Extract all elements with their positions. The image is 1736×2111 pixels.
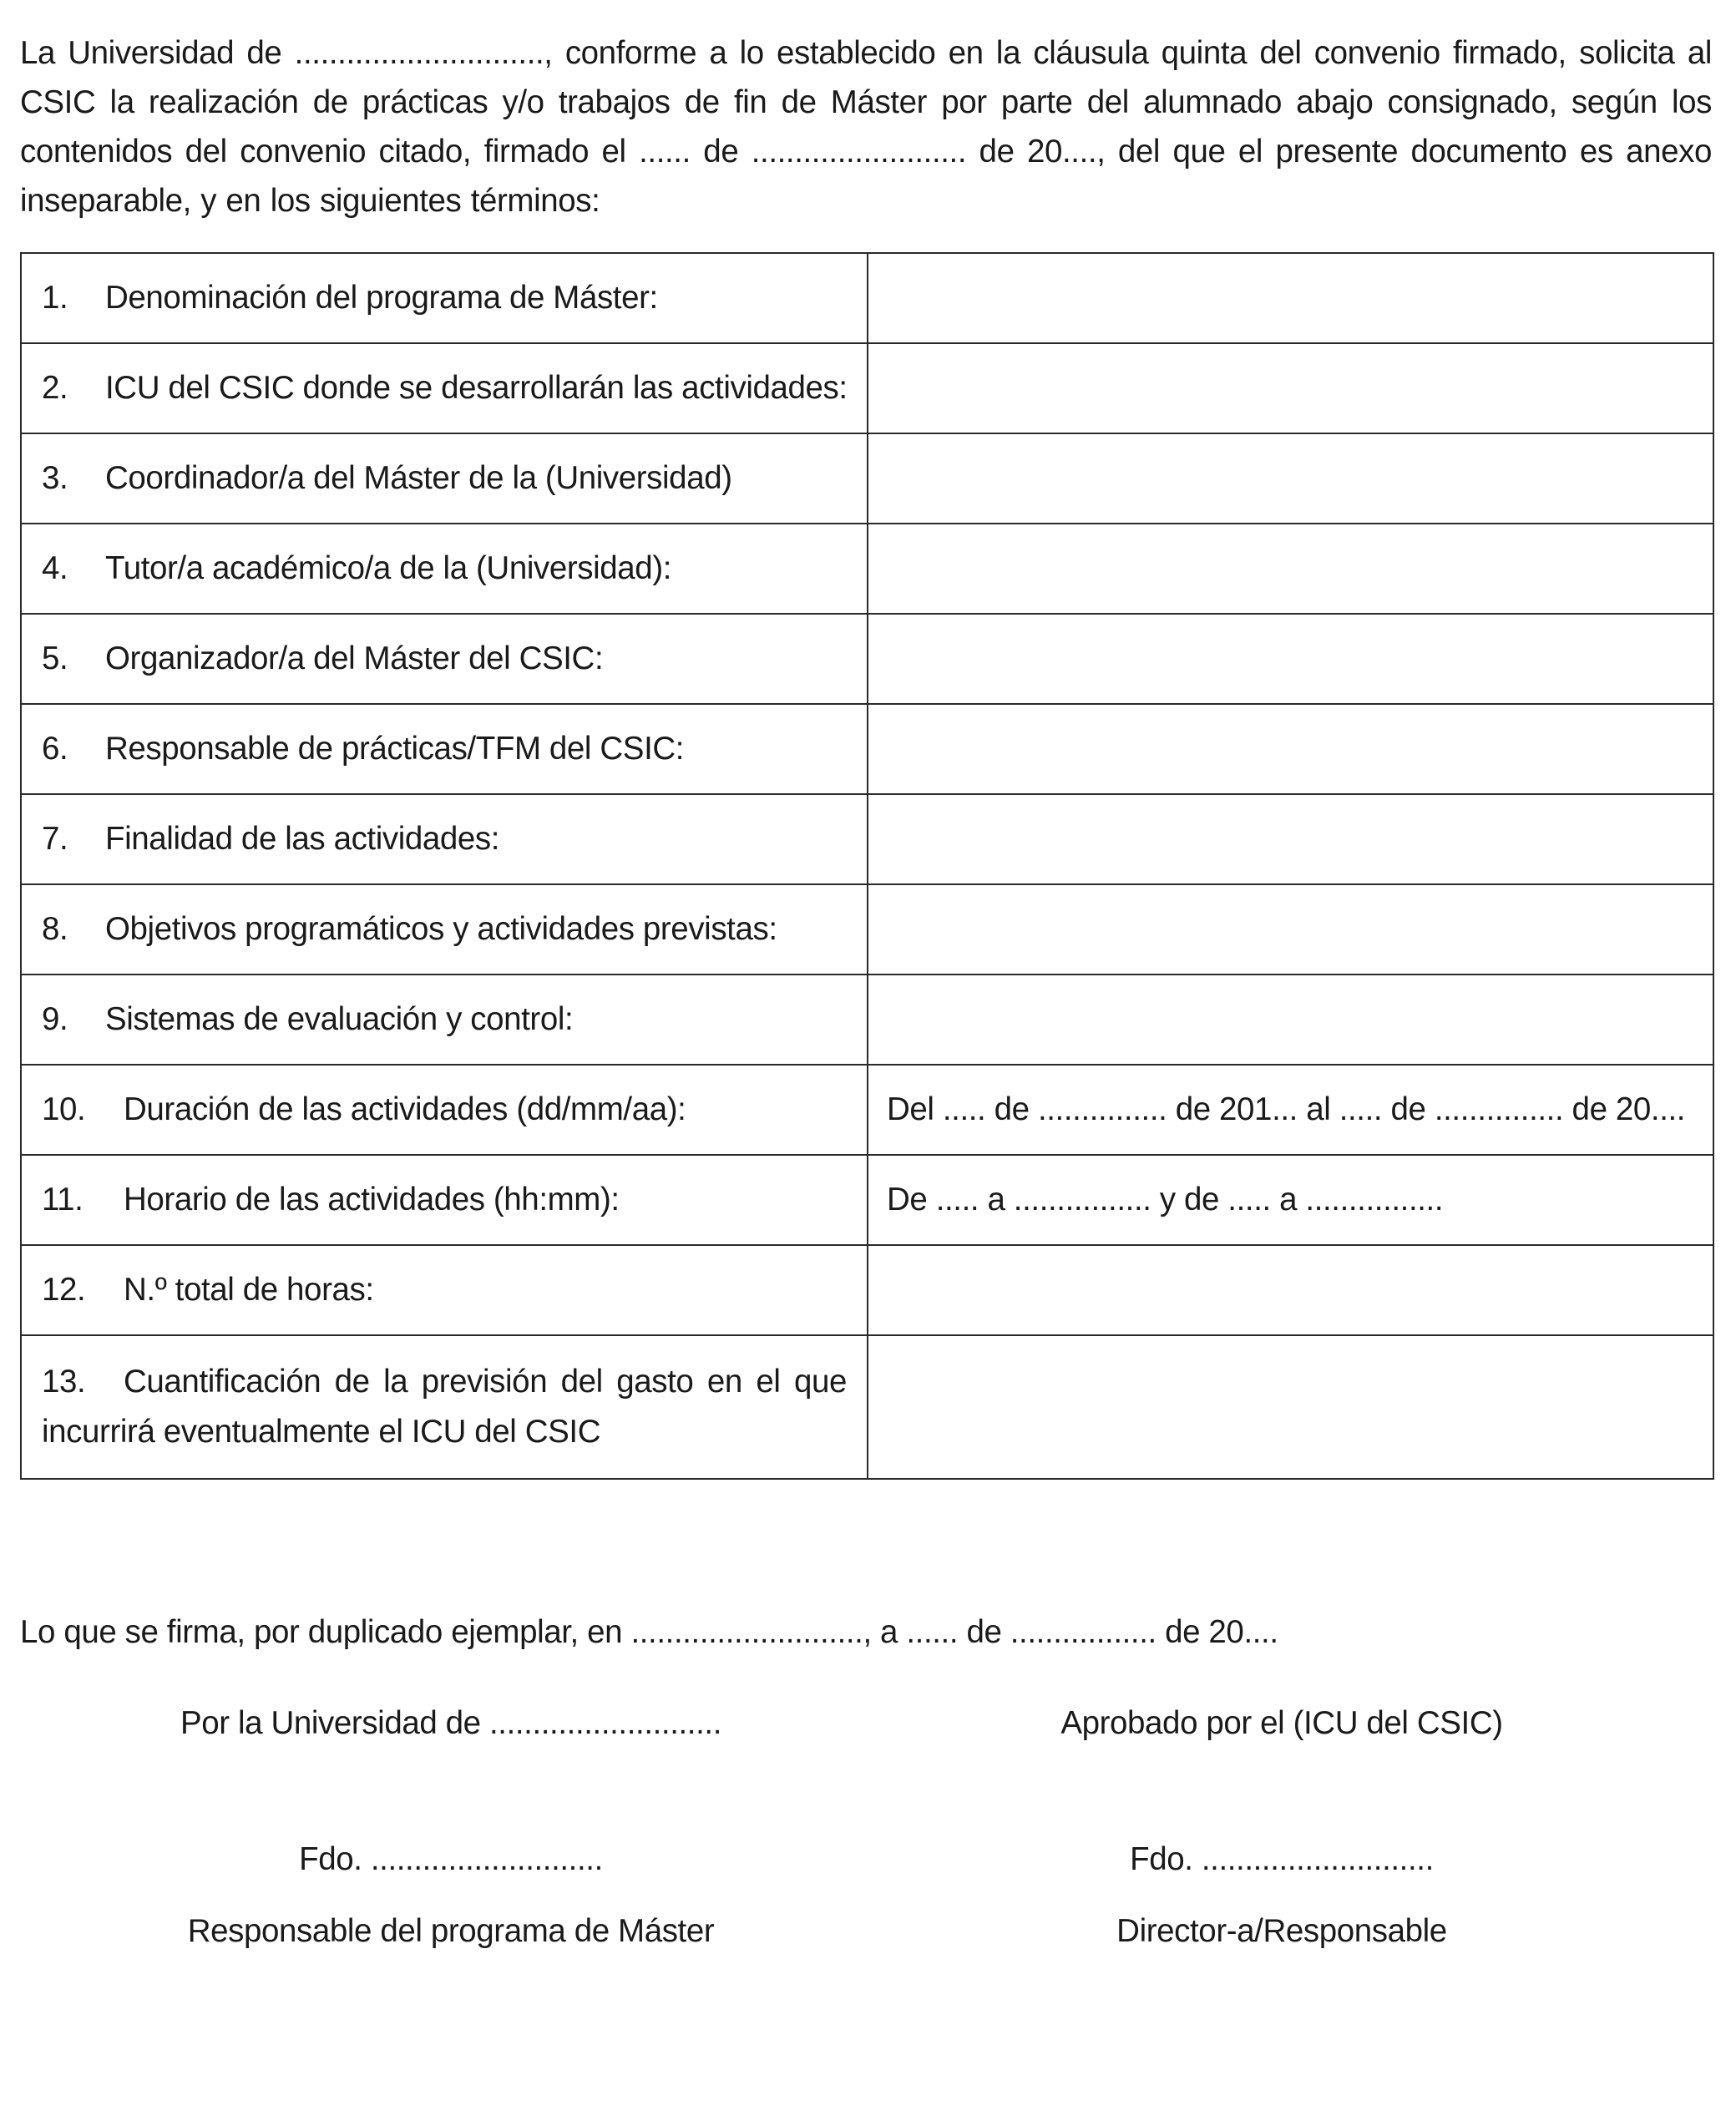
right-signature-line: Fdo. ........................... xyxy=(1130,1841,1434,1877)
term-label-cell xyxy=(21,704,868,794)
term-value-cell[interactable] xyxy=(868,433,1713,524)
term-number: 10. xyxy=(42,1091,86,1127)
right-signatory-entity: Aprobado por el (ICU del CSIC) xyxy=(1060,1705,1503,1741)
term-label: Objetivos programáticos y actividades previstas: xyxy=(105,911,777,947)
term-number: 3. xyxy=(42,460,68,496)
term-value-cell[interactable] xyxy=(868,1335,1713,1479)
table-row xyxy=(21,1245,1713,1335)
term-label: Sistemas de evaluación y control: xyxy=(105,1001,574,1037)
term-label-cell xyxy=(21,794,868,884)
term-value-cell[interactable]: De ..... a ................ y de ..... a ................ xyxy=(868,1155,1713,1245)
term-value-cell[interactable] xyxy=(868,614,1713,704)
left-signatory-role: Responsable del programa de Máster xyxy=(187,1913,715,1949)
table-row xyxy=(21,704,1713,794)
term-value-cell[interactable] xyxy=(868,253,1713,343)
term-label: Horario de las actividades (hh:mm): xyxy=(124,1182,620,1217)
term-label: N.º total de horas: xyxy=(124,1272,374,1308)
right-signatory-role: Director-a/Responsable xyxy=(1116,1913,1447,1949)
term-label-cell xyxy=(21,343,868,433)
term-number: 1. xyxy=(42,280,68,316)
table-row xyxy=(21,1155,1713,1245)
term-label: ICU del CSIC donde se desarrollarán las actividades: xyxy=(105,370,848,406)
table-row xyxy=(21,433,1713,524)
table-row xyxy=(21,794,1713,884)
term-number: 11. xyxy=(42,1182,84,1217)
term-value-cell[interactable] xyxy=(868,1245,1713,1335)
term-label: Tutor/a académico/a de la (Universidad): xyxy=(105,550,672,586)
table-row xyxy=(21,1065,1713,1155)
term-number: 9. xyxy=(42,1001,68,1037)
terms-table xyxy=(20,252,1714,1480)
term-value-cell[interactable] xyxy=(868,343,1713,433)
term-value-cell[interactable] xyxy=(868,975,1713,1065)
intro-paragraph: La Universidad de ............................., conforme a lo establecido en la cláusula quinta del convenio firmado, solicita al CSIC la realización de prácticas y/o trabajos de fin de Máster por parte del alumnado abajo consignado, según los contenidos del convenio citado, firmado el ...... de ......................... de 20...., del que el presente documento es anexo inseparable, y en los siguientes términos: xyxy=(20,35,1712,219)
table-row xyxy=(21,1335,1713,1479)
term-label: Denominación del programa de Máster: xyxy=(105,280,658,316)
table-row xyxy=(21,614,1713,704)
term-value-cell[interactable] xyxy=(868,884,1713,975)
left-signature-line: Fdo. ........................... xyxy=(299,1841,603,1877)
table-row xyxy=(21,975,1713,1065)
term-number: 8. xyxy=(42,911,68,947)
term-number: 12. xyxy=(42,1272,86,1308)
table-row xyxy=(21,253,1713,343)
term-value-cell[interactable] xyxy=(868,794,1713,884)
term-value-cell[interactable] xyxy=(868,524,1713,614)
term-label-cell xyxy=(21,1065,868,1155)
left-signatory-entity: Por la Universidad de ........................... xyxy=(180,1705,721,1741)
term-label-cell xyxy=(21,975,868,1065)
table-row xyxy=(21,524,1713,614)
term-number: 2. xyxy=(42,370,68,406)
term-label-cell xyxy=(21,884,868,975)
term-number: 7. xyxy=(42,821,68,857)
term-label: Duración de las actividades (dd/mm/aa): xyxy=(124,1091,686,1127)
term-label-cell xyxy=(21,1245,868,1335)
term-number: 5. xyxy=(42,640,68,676)
term-label: Cuantificación de la previsión del gasto en el que incurrirá eventualmente el ICU del CSIC xyxy=(42,1364,847,1450)
term-label-cell xyxy=(21,253,868,343)
term-label-cell xyxy=(21,433,868,524)
term-label-cell xyxy=(21,1155,868,1245)
term-label: Coordinador/a del Máster de la (Universidad) xyxy=(105,460,732,496)
term-value-cell[interactable] xyxy=(868,704,1713,794)
term-label: Finalidad de las actividades: xyxy=(105,821,500,857)
term-label: Responsable de prácticas/TFM del CSIC: xyxy=(105,731,685,767)
term-value-cell[interactable]: Del ..... de ............... de 201... al ..... de ............... de 20.... xyxy=(868,1065,1713,1155)
term-number: 13. xyxy=(42,1364,86,1400)
term-number: 4. xyxy=(42,550,68,586)
term-label-cell xyxy=(21,614,868,704)
term-label-cell xyxy=(21,1335,868,1479)
table-row xyxy=(21,343,1713,433)
closing-statement: Lo que se firma, por duplicado ejemplar, en ..........................., a ...... de ................. de 20.... xyxy=(20,1614,1278,1650)
term-label-cell xyxy=(21,524,868,614)
term-label: Organizador/a del Máster del CSIC: xyxy=(105,640,604,676)
table-row xyxy=(21,884,1713,975)
term-number: 6. xyxy=(42,731,68,767)
